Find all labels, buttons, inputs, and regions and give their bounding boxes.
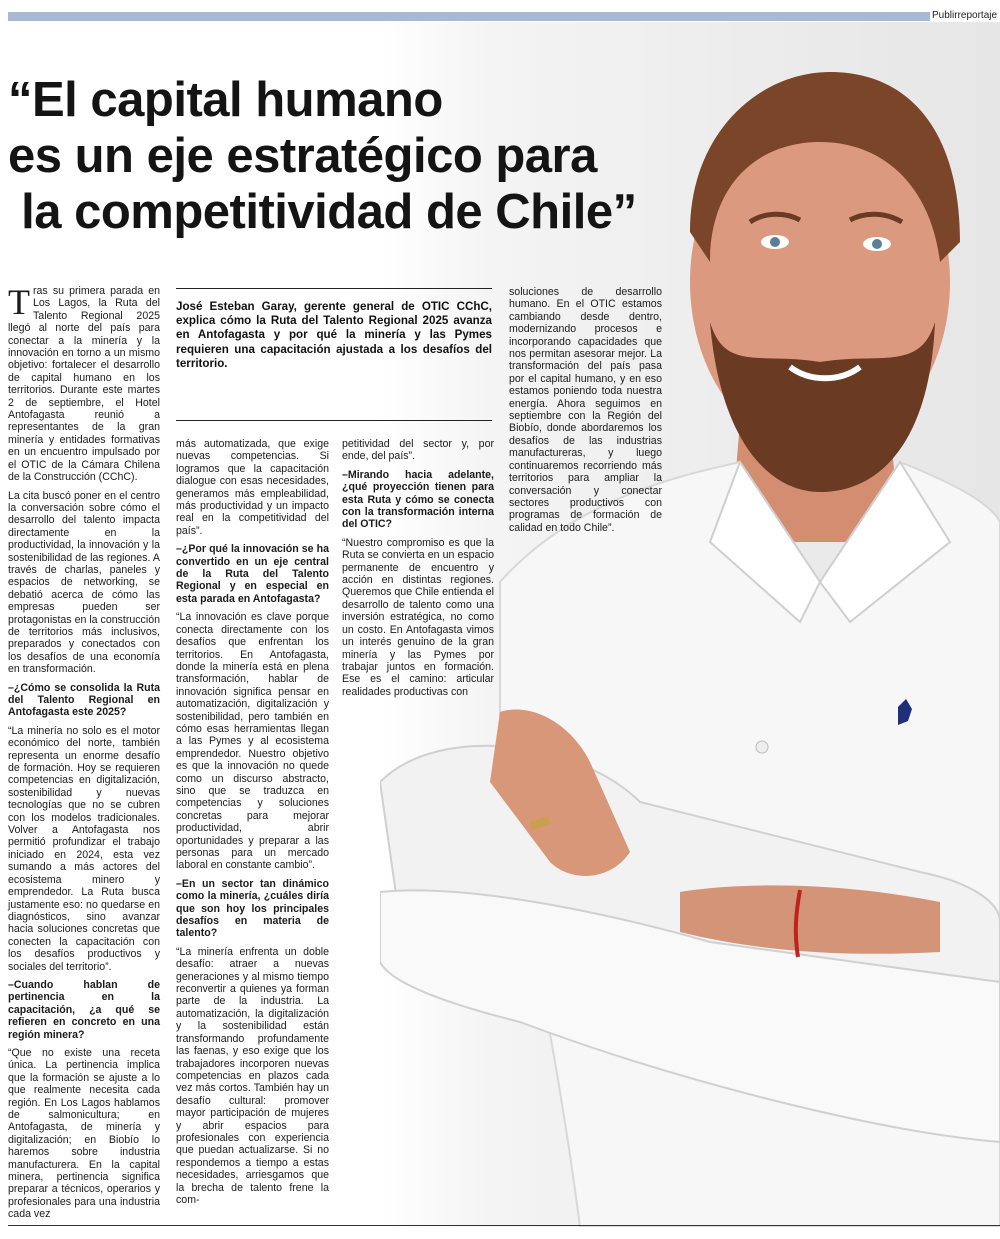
lead-paragraph: José Esteban Garay, gerente general de OTIC CChC, explica cómo la Ruta del Talento Regional 2025 avanza en Antofagasta y por qué la minería y las Pymes requieren una capacitación ajustada a los desafíos del territorio. xyxy=(176,300,492,370)
lead-top-rule xyxy=(176,288,492,289)
question: –En un sector tan dinámico como la minería, ¿cuáles diría que son hoy los principales desafíos en materia de talento? xyxy=(176,877,329,940)
accent-bar xyxy=(8,12,930,21)
lead-bottom-rule xyxy=(176,420,492,421)
headline-line-3: la competitividad de Chile” xyxy=(8,185,637,239)
answer-continued: soluciones de desarrollo humano. En el OTIC estamos cambiando desde dentro, modernizando procesos e incorporando capacidades que nos permitan asesorar mejor. La transformación del país pasa por el capital humano, y en eso estamos poniendo toda nuestra energía. Ahora seguimos en septiembre con la Región del Biobío, donde abordaremos los desafíos de las industrias manufactureras, y luego continuaremos recorriendo más territorios para ampliar la conversación y conectar sectores productivos con programas de formación de calidad en todo Chile”. xyxy=(509,286,662,534)
article-column-1 xyxy=(8,282,160,1227)
answer: “Nuestro compromiso es que la Ruta se convierta en un espacio permanente de encuentro y acción en distintas regiones. Queremos que Chile entienda el desarrollo de talento como una inversión estratégica, no como un costo. En Antofagasta vimos un interés genuino de la gran minería y las Pymes por trabajar juntos en formación. Ese es el camino: articular realidades productivas con xyxy=(342,536,494,698)
question: –¿Cómo se consolida la Ruta del Talento Regional en Antofagasta este 2025? xyxy=(8,681,160,719)
question: –Cuando hablan de pertinencia en la capacitación, ¿a qué se refieren en concreto en una región minera? xyxy=(8,978,160,1041)
headline xyxy=(8,72,708,240)
answer-continued: más automatizada, que exige nuevas competencias. Si logramos que la capacitación dialogue con esas necesidades, generamos más empleabilidad, más productividad y un impacto real en la competitividad del país”. xyxy=(176,438,329,537)
bottom-rule xyxy=(8,1225,1000,1226)
body-paragraph: La cita buscó poner en el centro la conversación sobre cómo el desarrollo del talento impacta directamente en la productividad, la innovación y la sostenibilidad de las regiones. A través de charlas, paneles y espacios de networking, se debatió acerca de cómo las empresas pueden ser protagonistas en la construcción de territorios más inclusivos, preparados y conectados con los desafíos de una economía en transformación. xyxy=(8,489,160,676)
headline-line-2: es un eje estratégico para xyxy=(8,129,597,183)
drop-cap: T xyxy=(8,282,30,322)
intro-text: ras su primera parada en Los Lagos, la Ruta del Talento Regional 2025 llegó al norte del país para conectar a la minería y la innovación en torno a un mismo objetivo: fortalecer el desarrollo de capital humano en los territorios. Durante este martes 2 de septiembre, el Hotel Antofagasta reunió a representantes de la gran minería y entidades formativas en un encuentro impulsado por el OTIC de la Cámara Chilena de la Construcción (CChC). xyxy=(8,285,160,484)
question: –¿Por qué la innovación se ha convertido en un eje central de la Ruta del Talento Regional y en especial en esta parada en Antofagasta? xyxy=(176,543,329,605)
article-column-2 xyxy=(176,438,329,1212)
article-column-4 xyxy=(509,286,662,540)
answer: “La innovación es clave porque conecta directamente con los desafíos que enfrentan los territorios. En Antofagasta, donde la minería está en plena transformación, hablar de innovación significa pensar en automatización, digitalización y sostenibilidad, pero también en cómo esas herramientas llegan a las Pymes y al ecosistema emprendedor. Nuestro objetivo es que la innovación no quede como un discurso abstracto, sino que se traduzca en competencias y soluciones concretas para mejorar productividad, abrir oportunidades y preparar a las personas para un mercado laboral en constante cambio”. xyxy=(176,611,329,872)
headline-line-1: “El capital humano xyxy=(8,73,443,127)
answer: “Que no existe una receta única. La pertinencia implica que la formación se ajuste a lo que realmente necesita cada región. En Los Lagos hablamos de salmonicultura; en Antofagasta, de minería y digitalización; en Biobío lo haremos sobre industria manufacturera. En la capital minera, pertinencia significa preparar a técnicos, operarios y profesionales para una industria cada vez xyxy=(8,1046,160,1221)
section-tag: Publirreportaje xyxy=(932,10,998,21)
article-column-3 xyxy=(342,438,494,704)
answer-continued: petitividad del sector y, por ende, del país”. xyxy=(342,438,494,463)
answer: “La minería enfrenta un doble desafío: atraer a nuevas generaciones y al mismo tiempo reconvertir a quienes ya forman parte de la industria. La automatización, la digitalización y la sostenibilidad están transformando profundamente las faenas, y eso exige que los trabajadores incorporen nuevas competencias en plazos cada vez más cortos. También hay un desafío cultural: promover mayor participación de mujeres y abrir espacios para profesionales con experiencia que puedan actualizarse. Si no respondemos a tiempo a estas necesidades, arriesgamos que la brecha de talento frene la com- xyxy=(176,945,329,1206)
intro-paragraph xyxy=(8,282,160,484)
question: –Mirando hacia adelante, ¿qué proyección tienen para esta Ruta y cómo se conecta con la transformación interna del OTIC? xyxy=(342,468,494,531)
answer: “La minería no solo es el motor económico del norte, también representa un enorme desafío de formación. Hoy se requieren competencias en digitalización, sostenibilidad y nuevas tecnologías que no se cubren con los modelos tradicionales. Volver a Antofagasta nos permitió profundizar el trabajo iniciado en 2024, esta vez sumando a más actores del ecosistema minero y emprendedor. La Ruta busca justamente eso: no quedarse en diagnósticos, sino avanzar hacia soluciones concretas que conecten la capacitación con los desafíos productivos y sociales del territorio”. xyxy=(8,724,160,973)
